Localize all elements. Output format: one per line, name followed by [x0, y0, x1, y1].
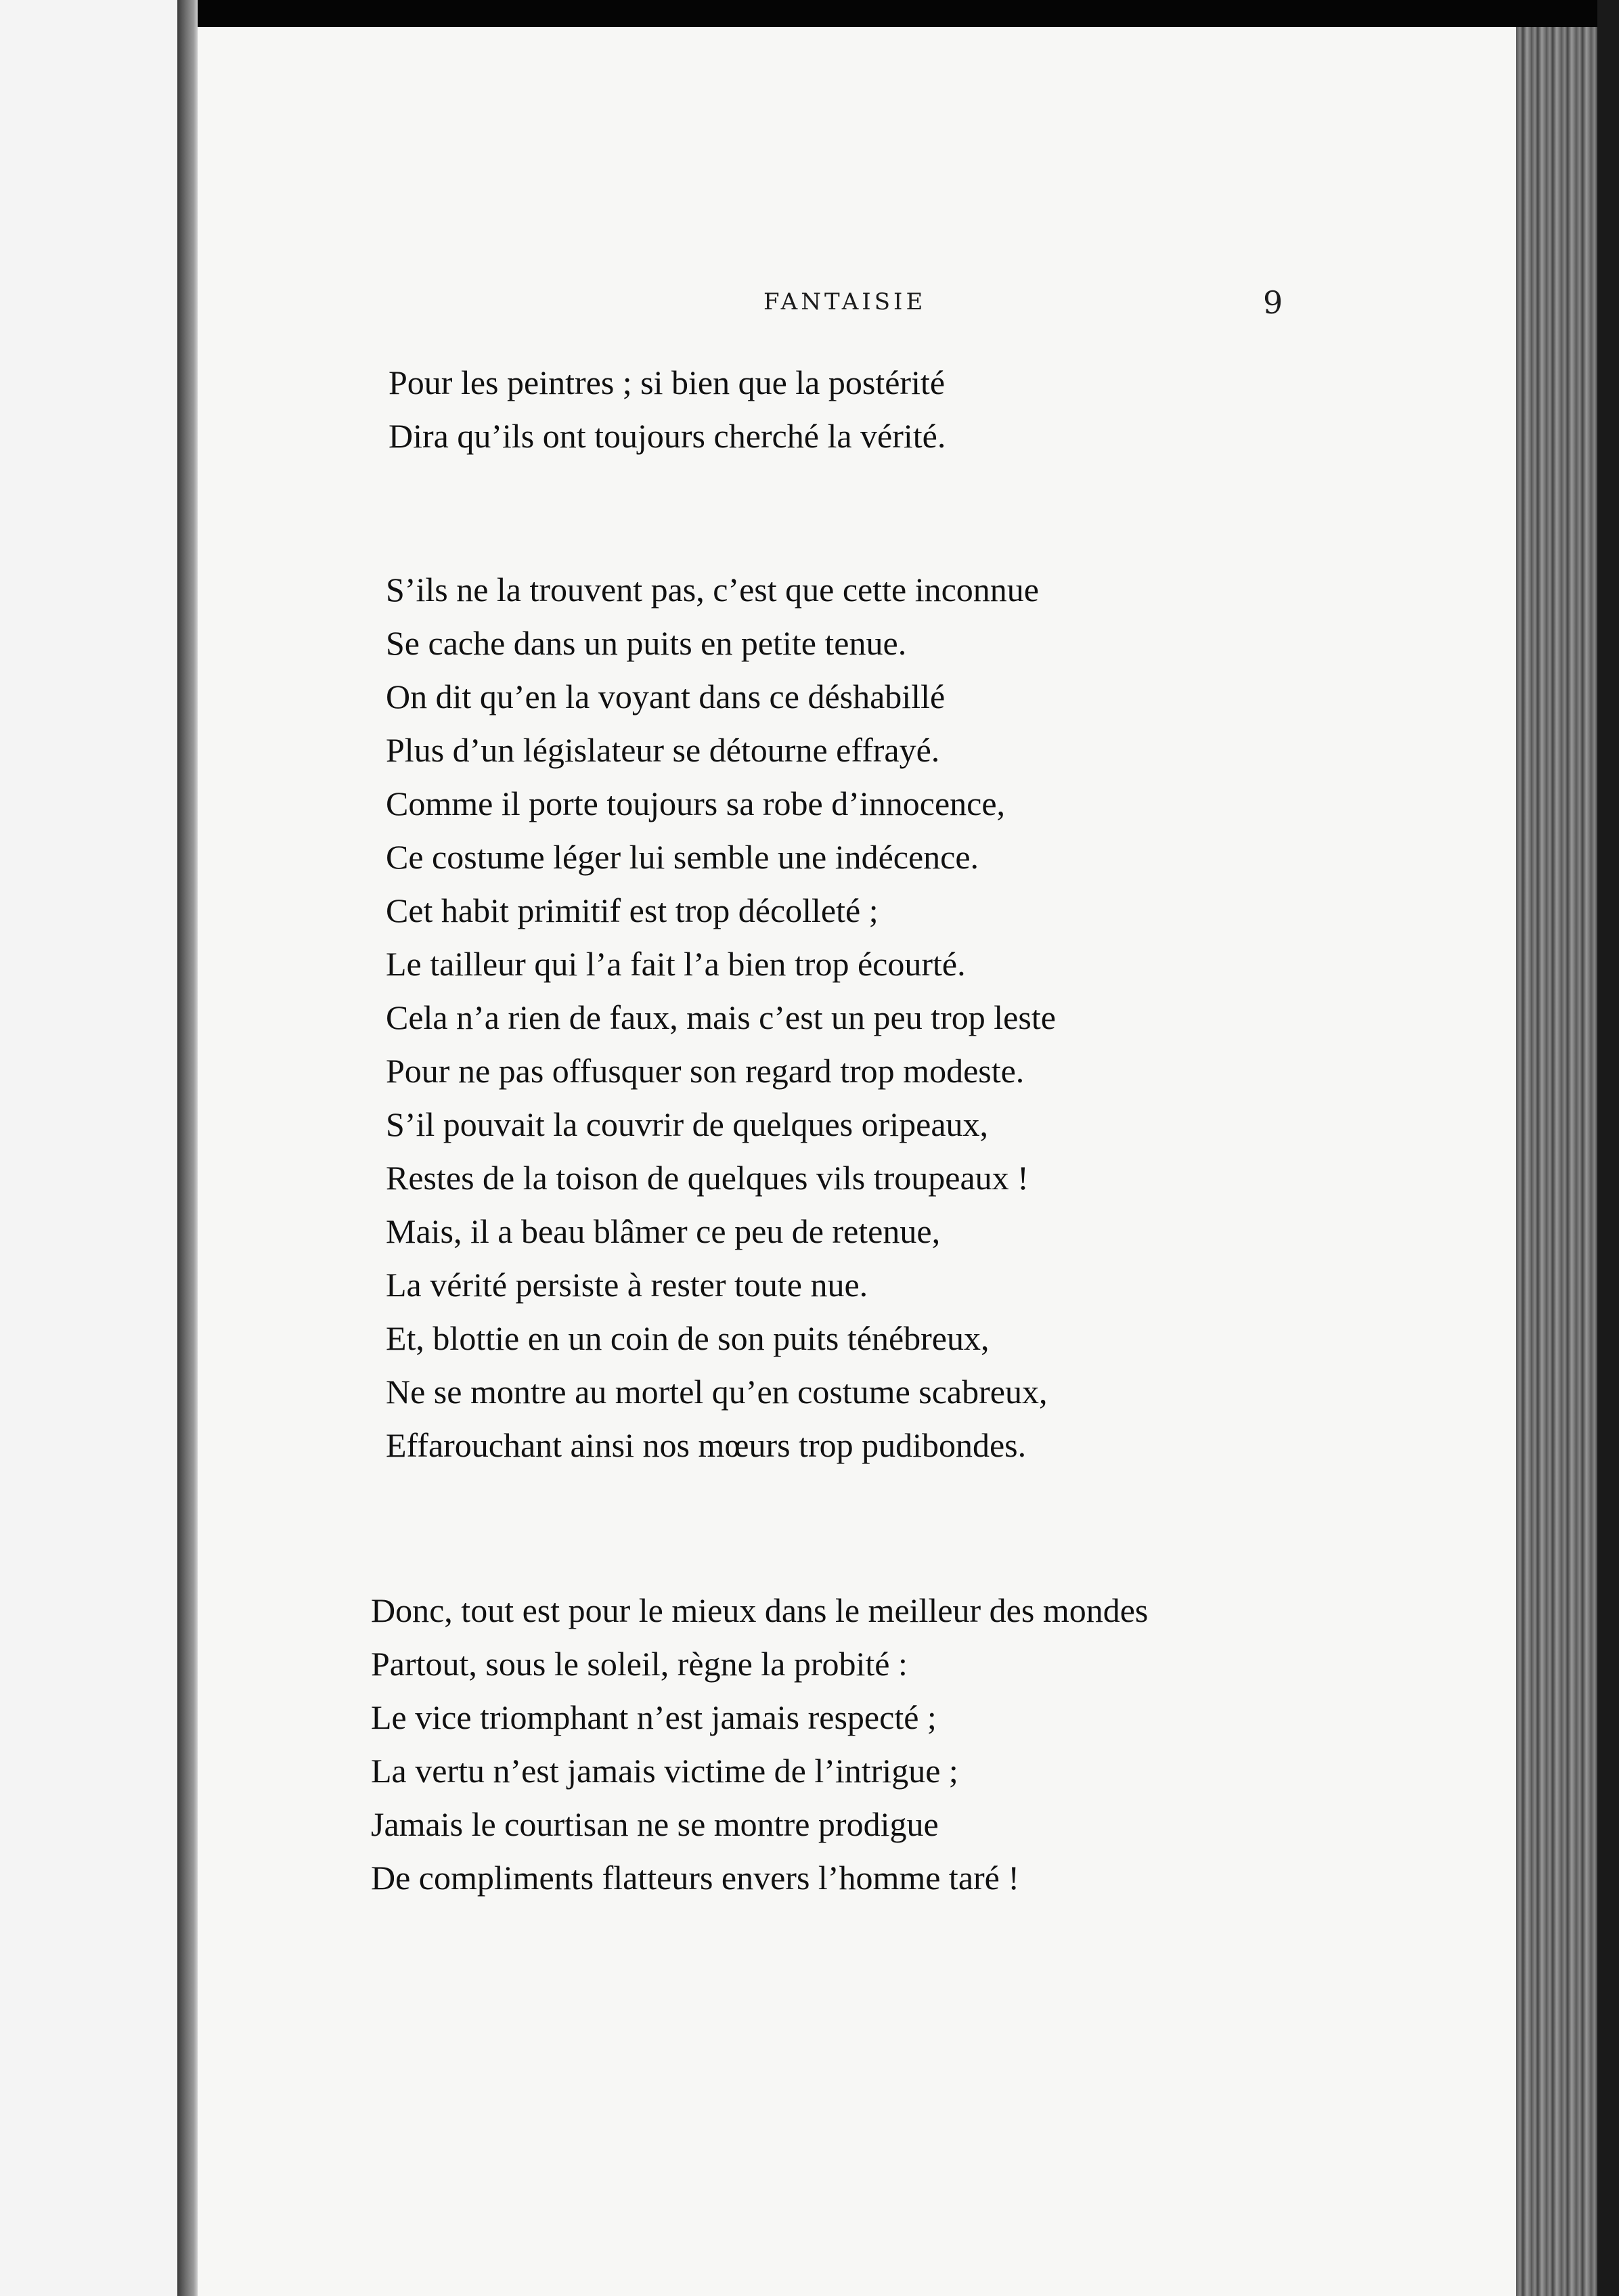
verse-line: Partout, sous le soleil, règne la probité : [371, 1645, 908, 1683]
verse-line: De compliments flatteurs envers l’homme taré ! [371, 1859, 1020, 1897]
verse-line: Cet habit primitif est trop décolleté ; [386, 891, 879, 929]
book-gutter [177, 0, 198, 2296]
verse-line: S’il pouvait la couvrir de quelques oripeaux, [386, 1105, 989, 1143]
verse-line: Dira qu’ils ont toujours cherché la vérité. [389, 417, 946, 455]
verse-line: Jamais le courtisan ne se montre prodigue [371, 1805, 939, 1843]
verse-line: Comme il porte toujours sa robe d’innocence, [386, 785, 1006, 822]
page-number: 9 [1263, 284, 1283, 321]
verse-line: La vertu n’est jamais victime de l’intrigue ; [371, 1752, 958, 1790]
verse-line: Ne se montre au mortel qu’en costume scabreux, [386, 1373, 1048, 1411]
scan-top-border [0, 0, 1619, 27]
verse-line: Et, blottie en un coin de son puits ténébreux, [386, 1319, 990, 1357]
verse-line: Plus d’un législateur se détourne effrayé. [386, 731, 940, 769]
facing-page-edge [0, 0, 177, 2296]
stanza-2 [386, 563, 1347, 1472]
running-head: FANTAISIE [763, 288, 927, 315]
verse-line: Ce costume léger lui semble une indécence. [386, 838, 979, 876]
verse-line: On dit qu’en la voyant dans ce déshabillé [386, 678, 946, 715]
verse-line: S’ils ne la trouvent pas, c’est que cette inconnue [386, 571, 1039, 609]
verse-line: Le tailleur qui l’a fait l’a bien trop écourté. [386, 945, 966, 983]
verse-line: Effarouchant ainsi nos mœurs trop pudibondes. [386, 1426, 1027, 1464]
stanza-3 [371, 1584, 1332, 1905]
verse-line: Le vice triomphant n’est jamais respecté ; [371, 1698, 937, 1736]
verse-line: Pour ne pas offusquer son regard trop modeste. [386, 1052, 1025, 1090]
verse-line: Restes de la toison de quelques vils troupeaux ! [386, 1159, 1029, 1197]
verse-line: La vérité persiste à rester toute nue. [386, 1266, 868, 1304]
stanza-1 [389, 356, 1350, 463]
verse-line: Se cache dans un puits en petite tenue. [386, 624, 907, 662]
verse-line: Mais, il a beau blâmer ce peu de retenue, [386, 1212, 941, 1250]
page-block-edge [1516, 27, 1597, 2296]
scan-right-border [1597, 0, 1619, 2296]
verse-line: Pour les peintres ; si bien que la postérité [389, 363, 946, 401]
verse-line: Donc, tout est pour le mieux dans le meilleur des mondes [371, 1591, 1149, 1629]
verse-line: Cela n’a rien de faux, mais c’est un peu trop leste [386, 998, 1056, 1036]
